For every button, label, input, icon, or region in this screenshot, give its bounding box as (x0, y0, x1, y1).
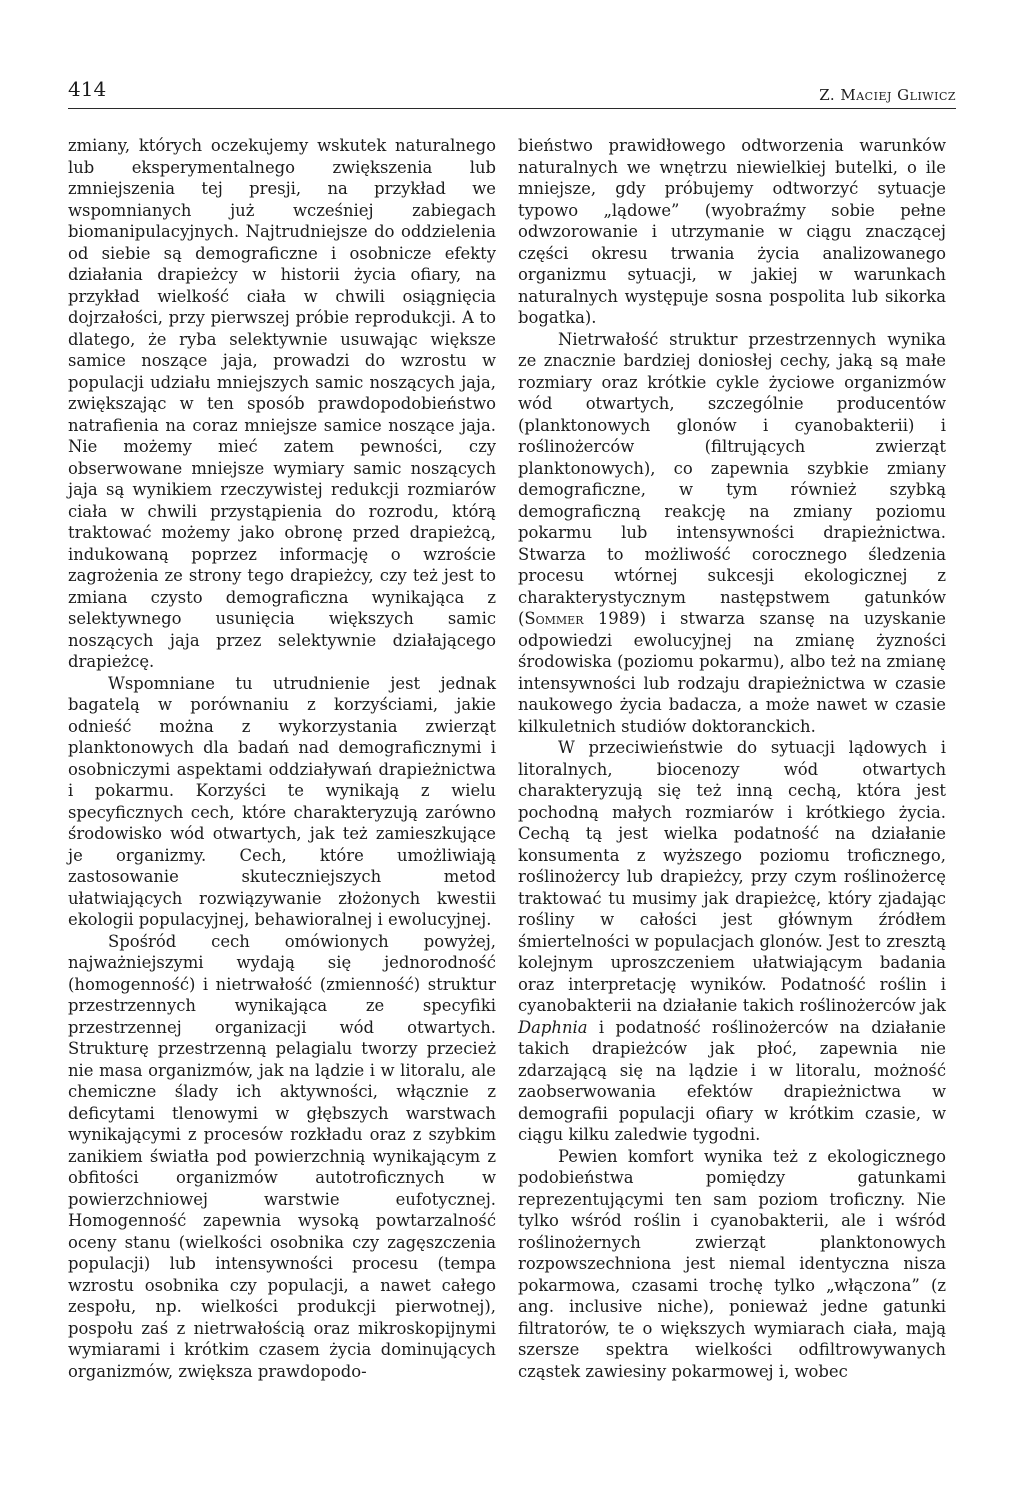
paragraph: zmiany, których oczekujemy wskutek naturalnego lub eksperymentalnego zwiększenia lub zmniejszenia tej presji, na przykład we wspomnianych już wcześniej zabiegach biomanipulacyjnych. Najtrudniejsze do oddzielenia od siebie są demograficzne i osobnicze efekty działania drapieżcy w historii życia ofiary, na przykład wielkość ciała w chwili osiągnięcia dojrzałości, przy pierwszej próbie reprodukcji. A to dlatego, że ryba selektywnie usuwając większe samice noszące jaja, prowadzi do wzrostu w populacji udziału mniejszych samic noszących jaja, zwiększając w ten sposób prawdopodobieństwo natrafienia na coraz mniejsze samice noszące jaja. Nie możemy mieć zatem pewności, czy obserwowane mniejsze wymiary samic noszących jaja są wynikiem rzeczywistej redukcji rozmiarów ciała w chwili przystąpienia do rozrodu, którą traktować możemy jako obronę przed drapieżcą, indukowaną poprzez informację o wzroście zagrożenia ze strony tego drapieżcy, czy też jest to zmiana czysto demograficzna wynikająca z selektywnego usunięcia większych samic noszących jaja przez selektywnie działającego drapieżcę. (68, 136, 496, 671)
paragraph (518, 329, 946, 738)
citation-author: Sommer (524, 609, 584, 628)
left-column (68, 135, 496, 1382)
paragraph: Wspomniane tu utrudnienie jest jednak bagatelą w porównaniu z korzyściami, jakie odnieść można z wykorzystania zwierząt planktonowych dla badań nad demograficznymi i osobniczymi aspektami oddziaływań drapieżnictwa i pokarmu. Korzyści te wynikają z wielu specyficznych cech, które charakteryzują zarówno środowisko wód otwartych, jak też zamieszkujące je organizmy. Cech, które umożliwiają zastosowanie skuteczniejszych metod ułatwiających rozwiązywanie złożonych kwestii ekologii populacyjnej, behawioralnej i ewolucyjnej. (68, 673, 496, 929)
paragraph-text: W przeciwieństwie do sytuacji lądowych i litoralnych, biocenozy wód otwartych charakteryzują się też inną cechą, która jest pochodną małych rozmiarów i krótkiego życia. Cechą tą jest wielka podatność na działanie konsumenta z wyższego poziomu troficznego, roślinożercy lub drapieżcy, przy czym roślinożercę traktować tu musimy jak drapieżcę, który zjadając rośliny w całości jest głównym źródłem śmiertelności w populacjach glonów. Jest to zresztą kolejnym uproszczeniem ułatwiającym badania oraz interpretację wyników. Podatność roślin i cyanobakterii na działanie takich roślinożerców jak (518, 738, 946, 1015)
page-number: 414 (68, 77, 107, 101)
paragraph: bieństwo prawidłowego odtworzenia warunków naturalnych we wnętrzu niewielkiej butelki, o ile mniejsze, gdy próbujemy odtworzyć sytuacje typowo „lądowe” (wyobraźmy sobie pełne odwzorowanie i utrzymanie w ciągu znaczącej części okresu trwania życia analizowanego organizmu sytuacji, w jakiej w warunkach naturalnych występuje sosna pospolita lub sikorka bogatka). (518, 136, 946, 327)
paragraph (518, 737, 946, 1146)
paragraph-text: ) i stwarza szansę na uzyskanie odpowiedzi ewolucyjnej na zmianę żyzności środowiska (poziomu pokarmu), albo też na zmianę intensywności lub rodzaju drapieżnictwa w czasie naukowego życia badacza, a może nawet w czasie kilkuletnich studiów doktoranckich. (518, 609, 946, 736)
paragraph-text: i podatność roślinożerców na działanie takich drapieżców jak płoć, zapewnia nie zdarzającą się na lądzie i w litoralu, możność zaobserwowania efektów drapieżnictwa w demografii populacji ofiary w krótkim czasie, w ciągu kilku zaledwie tygodni. (518, 1017, 946, 1144)
paragraph: Spośród cech omówionych powyżej, najważniejszymi wydają się jednorodność (homogenność) i nietrwałość (zmienność) struktur przestrzennych wynikająca ze specyfiki przestrzennej organizacji wód otwartych. Strukturę przestrzenną pelagialu tworzy przecież nie masa organizmów, jak na lądzie i w litoralu, ale chemiczne ślady ich aktywności, włącznie z deficytami tlenowymi w głębszych warstwach wynikającymi z procesów rozkładu oraz z szybkim zanikiem światła pod powierzchnią wynikającym z obfitości organizmów autotroficznych w powierzchniowej warstwie eufotycznej. Homogenność zapewnia wysoką powtarzalność oceny stanu (wielkości osobnika czy zagęszczenia populacji) lub intensywności procesu (tempa wzrostu osobnika czy populacji, a nawet całego zespołu, np. wielkości produkcji pierwotnej), pospołu zaś z nietrwałością oraz mikroskopijnymi wymiarami i krótkim czasem życia dominujących organizmów, zwiększa prawdopodo- (68, 931, 496, 1381)
paragraph: Pewien komfort wynika też z ekologicznego podobieństwa pomiędzy gatunkami reprezentującymi ten sam poziom troficzny. Nie tylko wśród roślin i cyanobakterii, ale i wśród roślinożernych zwierząt planktonowych rozpowszechniona jest niemal identyczna nisza pokarmowa, czasami trochę tylko „włączona” (z ang. inclusive niche), ponieważ jedne gatunki filtratorów, te o większych wymiarach ciała, mają szersze spektra wielkości odfiltrowywanych cząstek zawiesiny pokarmowej i, wobec (518, 1146, 946, 1381)
running-head: Z. Maciej Gliwicz (819, 86, 956, 104)
taxon-name: Daphnia (518, 1017, 588, 1037)
right-column (518, 135, 946, 1382)
citation-year: 1989 (583, 609, 640, 628)
paragraph-text: Nietrwałość struktur przestrzennych wynika ze znacznie bardziej doniosłej cechy, jaką są małe rozmiary oraz krótkie cykle życiowe organizmów wód otwartych, szczególnie producentów (planktonowych glonów i cyanobakterii) i roślinożerców (filtrujących zwierząt planktonowych), co zapewnia szybkie zmiany demograficzne, w tym również szybką demograficzną reakcję na zmiany poziomu pokarmu lub intensywności drapieżnictwa. Stwarza to możliwość corocznego śledzenia procesu wtórnej sukcesji ekologicznej z charakterystycznym następstwem gatunków ( (518, 329, 946, 628)
page-header (68, 78, 956, 109)
